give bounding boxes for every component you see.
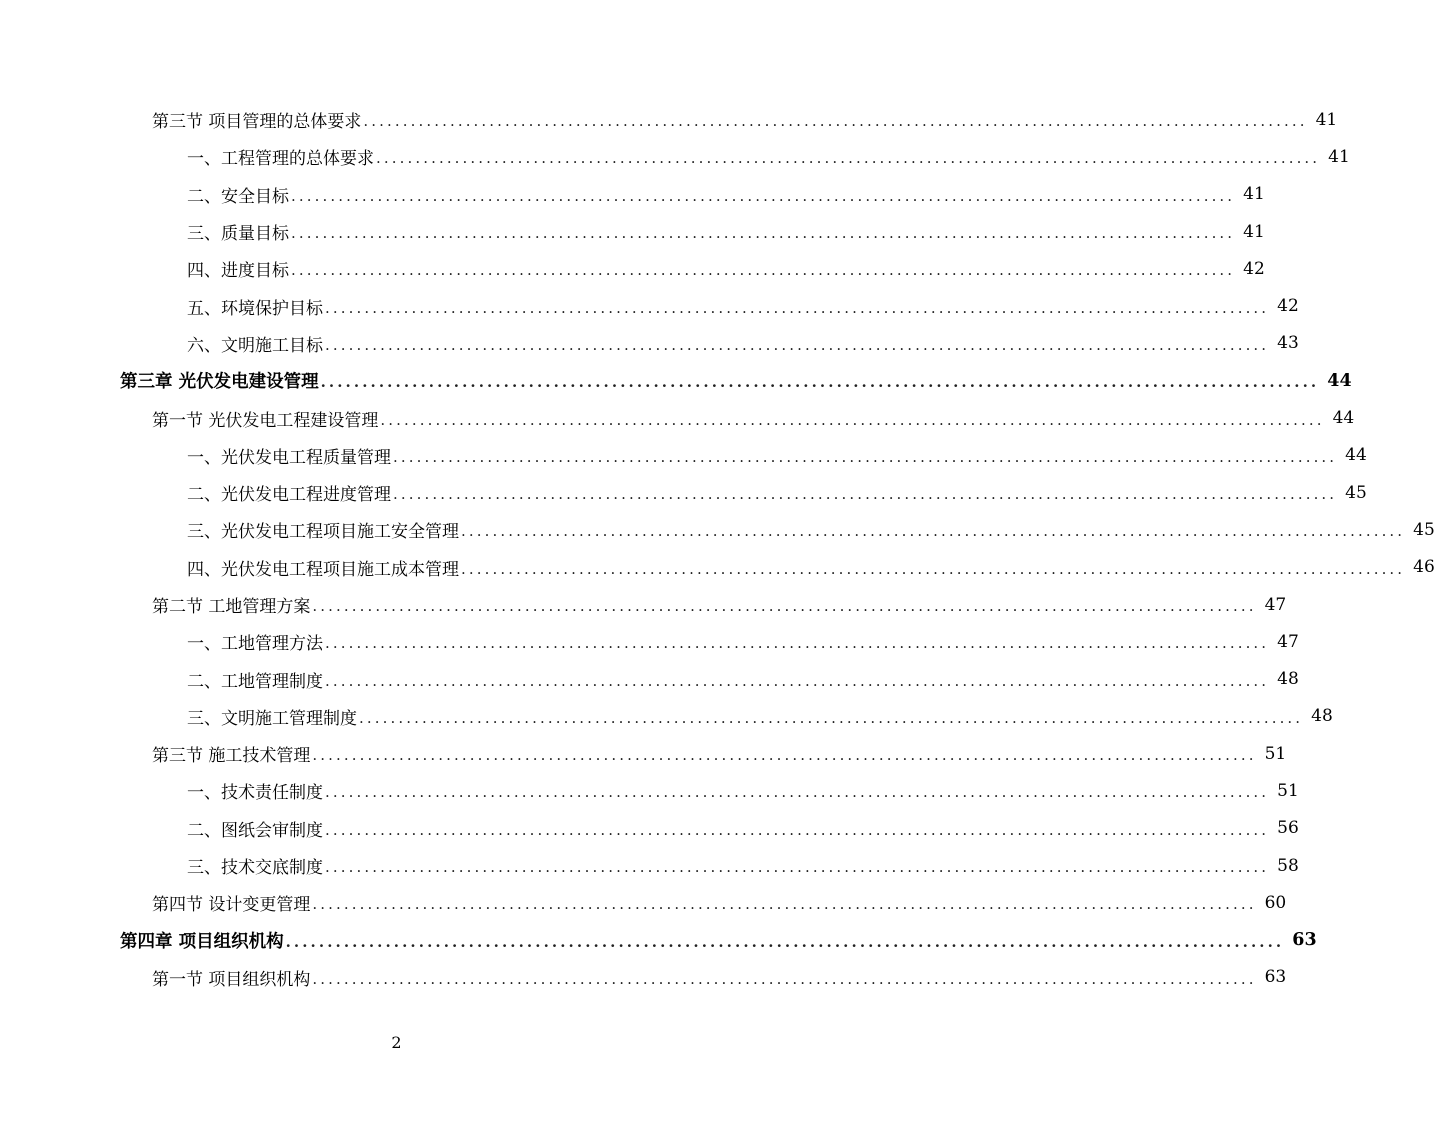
toc-entry-page: 48	[1277, 669, 1299, 690]
toc-leader-dots: ........................................................................................................................	[359, 708, 1304, 727]
toc-entry-page: 63	[1264, 967, 1287, 988]
toc-entry-page: 47	[1277, 631, 1299, 652]
toc-entry[interactable]	[0, 922, 1317, 959]
toc-leader-dots: ........................................................................................................................	[363, 112, 1308, 131]
toc-entry-page: 51	[1277, 780, 1299, 801]
toc-entry[interactable]	[0, 847, 1299, 884]
toc-entry-title: 第三节 项目管理的总体要求	[152, 112, 362, 133]
toc-entry-title: 第一节 光伏发电工程建设管理	[152, 410, 379, 431]
toc-entry-title: 第三章 光伏发电建设管理	[120, 372, 319, 393]
toc-leader-dots: ........................................................................................................................	[325, 298, 1270, 317]
toc-entry-title: 第一节 项目组织机构	[152, 969, 311, 990]
toc-entry-page: 41	[1328, 146, 1350, 167]
toc-leader-dots: ........................................................................................................................	[325, 634, 1270, 653]
toc-entry-title: 第二节 工地管理方案	[152, 597, 311, 617]
toc-entry-page: 45	[1413, 519, 1435, 540]
toc-entry-title: 三、质量目标	[187, 224, 289, 245]
toc-entry[interactable]	[0, 623, 1299, 660]
toc-entry[interactable]	[0, 735, 1287, 772]
toc-entry-title: 四、光伏发电工程项目施工成本管理	[187, 559, 459, 580]
toc-entry[interactable]	[0, 959, 1287, 996]
toc-leader-dots: ........................................................................................................................	[291, 261, 1236, 280]
toc-entry-page: 44	[1327, 370, 1352, 391]
toc-entry-page: 48	[1311, 706, 1333, 727]
toc-leader-dots: ........................................................................................................................	[325, 671, 1270, 690]
toc-entry[interactable]	[0, 549, 1435, 586]
toc-entry-title: 二、光伏发电工程进度管理	[187, 485, 391, 506]
toc-entry[interactable]	[0, 287, 1299, 324]
toc-entry[interactable]	[0, 399, 1355, 436]
toc-entry-page: 51	[1264, 743, 1287, 764]
toc-entry-title: 一、技术责任制度	[187, 783, 323, 804]
toc-entry-title: 三、文明施工管理制度	[187, 708, 357, 729]
toc-entry[interactable]	[0, 884, 1287, 921]
toc-leader-dots: ........................................................................................................................	[393, 447, 1338, 466]
toc-leader-dots: ........................................................................................................................	[312, 746, 1257, 765]
toc-entry-title: 三、光伏发电工程项目施工安全管理	[187, 522, 459, 543]
toc-leader-dots: ........................................................................................................................	[325, 783, 1270, 802]
toc-entry[interactable]	[0, 660, 1299, 697]
page-number: 2	[391, 1033, 402, 1052]
toc-entry-title: 六、文明施工目标	[187, 335, 323, 356]
toc-leader-dots: ........................................................................................................................	[325, 858, 1270, 877]
toc-entry-page: 43	[1277, 333, 1299, 354]
toc-entry-page: 44	[1345, 445, 1367, 466]
toc-entry-page: 58	[1277, 855, 1299, 876]
toc-leader-dots: ........................................................................................................................	[461, 522, 1406, 541]
table-of-contents	[0, 101, 1435, 996]
toc-leader-dots: ........................................................................................................................	[393, 485, 1338, 504]
toc-entry[interactable]	[0, 176, 1265, 213]
toc-entry-page: 41	[1243, 221, 1265, 242]
toc-entry-page: 42	[1243, 258, 1265, 279]
toc-entry[interactable]	[0, 511, 1435, 548]
toc-entry[interactable]	[0, 474, 1367, 511]
toc-entry[interactable]	[0, 213, 1265, 250]
toc-leader-dots: ........................................................................................................................	[461, 559, 1406, 578]
toc-leader-dots: ........................................................................................................................	[291, 224, 1236, 243]
toc-entry-page: 63	[1292, 930, 1317, 951]
toc-entry-page: 45	[1345, 482, 1367, 503]
toc-entry[interactable]	[0, 362, 1352, 399]
toc-leader-dots: ........................................................................................................................	[325, 820, 1270, 839]
toc-leader-dots: ........................................................................................................................	[320, 373, 1320, 392]
toc-entry[interactable]	[0, 101, 1338, 138]
toc-entry-title: 一、工程管理的总体要求	[187, 149, 374, 170]
toc-entry-page: 56	[1277, 818, 1299, 839]
toc-entry-title: 二、安全目标	[187, 186, 289, 207]
toc-leader-dots: ........................................................................................................................	[312, 895, 1257, 914]
toc-entry-title: 四、进度目标	[187, 261, 289, 282]
toc-entry-title: 第四章 项目组织机构	[120, 931, 284, 952]
toc-leader-dots: ........................................................................................................................	[285, 932, 1285, 951]
toc-leader-dots: ........................................................................................................................	[312, 597, 1257, 615]
toc-leader-dots: ........................................................................................................................	[380, 410, 1325, 429]
toc-entry[interactable]	[0, 772, 1299, 809]
toc-entry-page: 42	[1277, 296, 1299, 317]
toc-entry-title: 五、环境保护目标	[187, 298, 323, 319]
toc-entry-page: 46	[1413, 557, 1435, 578]
toc-entry-title: 二、图纸会审制度	[187, 820, 323, 841]
toc-leader-dots: ........................................................................................................................	[312, 969, 1257, 988]
toc-entry[interactable]	[0, 810, 1299, 847]
toc-entry[interactable]	[0, 586, 1287, 623]
toc-entry-page: 41	[1315, 109, 1338, 130]
toc-entry-page: 60	[1264, 892, 1287, 913]
toc-entry[interactable]	[0, 325, 1299, 362]
toc-entry-title: 第三节 施工技术管理	[152, 746, 311, 767]
toc-entry[interactable]	[0, 138, 1350, 175]
toc-entry-title: 一、光伏发电工程质量管理	[187, 447, 391, 468]
toc-entry[interactable]	[0, 698, 1333, 735]
toc-entry[interactable]	[0, 437, 1367, 474]
toc-entry[interactable]	[0, 250, 1265, 287]
toc-leader-dots: ........................................................................................................................	[325, 335, 1270, 354]
toc-entry-page: 41	[1243, 184, 1265, 205]
toc-leader-dots: ........................................................................................................................	[291, 186, 1236, 205]
toc-entry-page: 47	[1264, 594, 1287, 615]
toc-entry-title: 二、工地管理制度	[187, 671, 323, 692]
toc-entry-title: 三、技术交底制度	[187, 858, 323, 879]
toc-entry-title: 一、工地管理方法	[187, 634, 323, 655]
toc-leader-dots: ........................................................................................................................	[376, 149, 1321, 168]
toc-entry-title: 第四节 设计变更管理	[152, 895, 311, 916]
toc-entry-page: 44	[1332, 408, 1355, 429]
